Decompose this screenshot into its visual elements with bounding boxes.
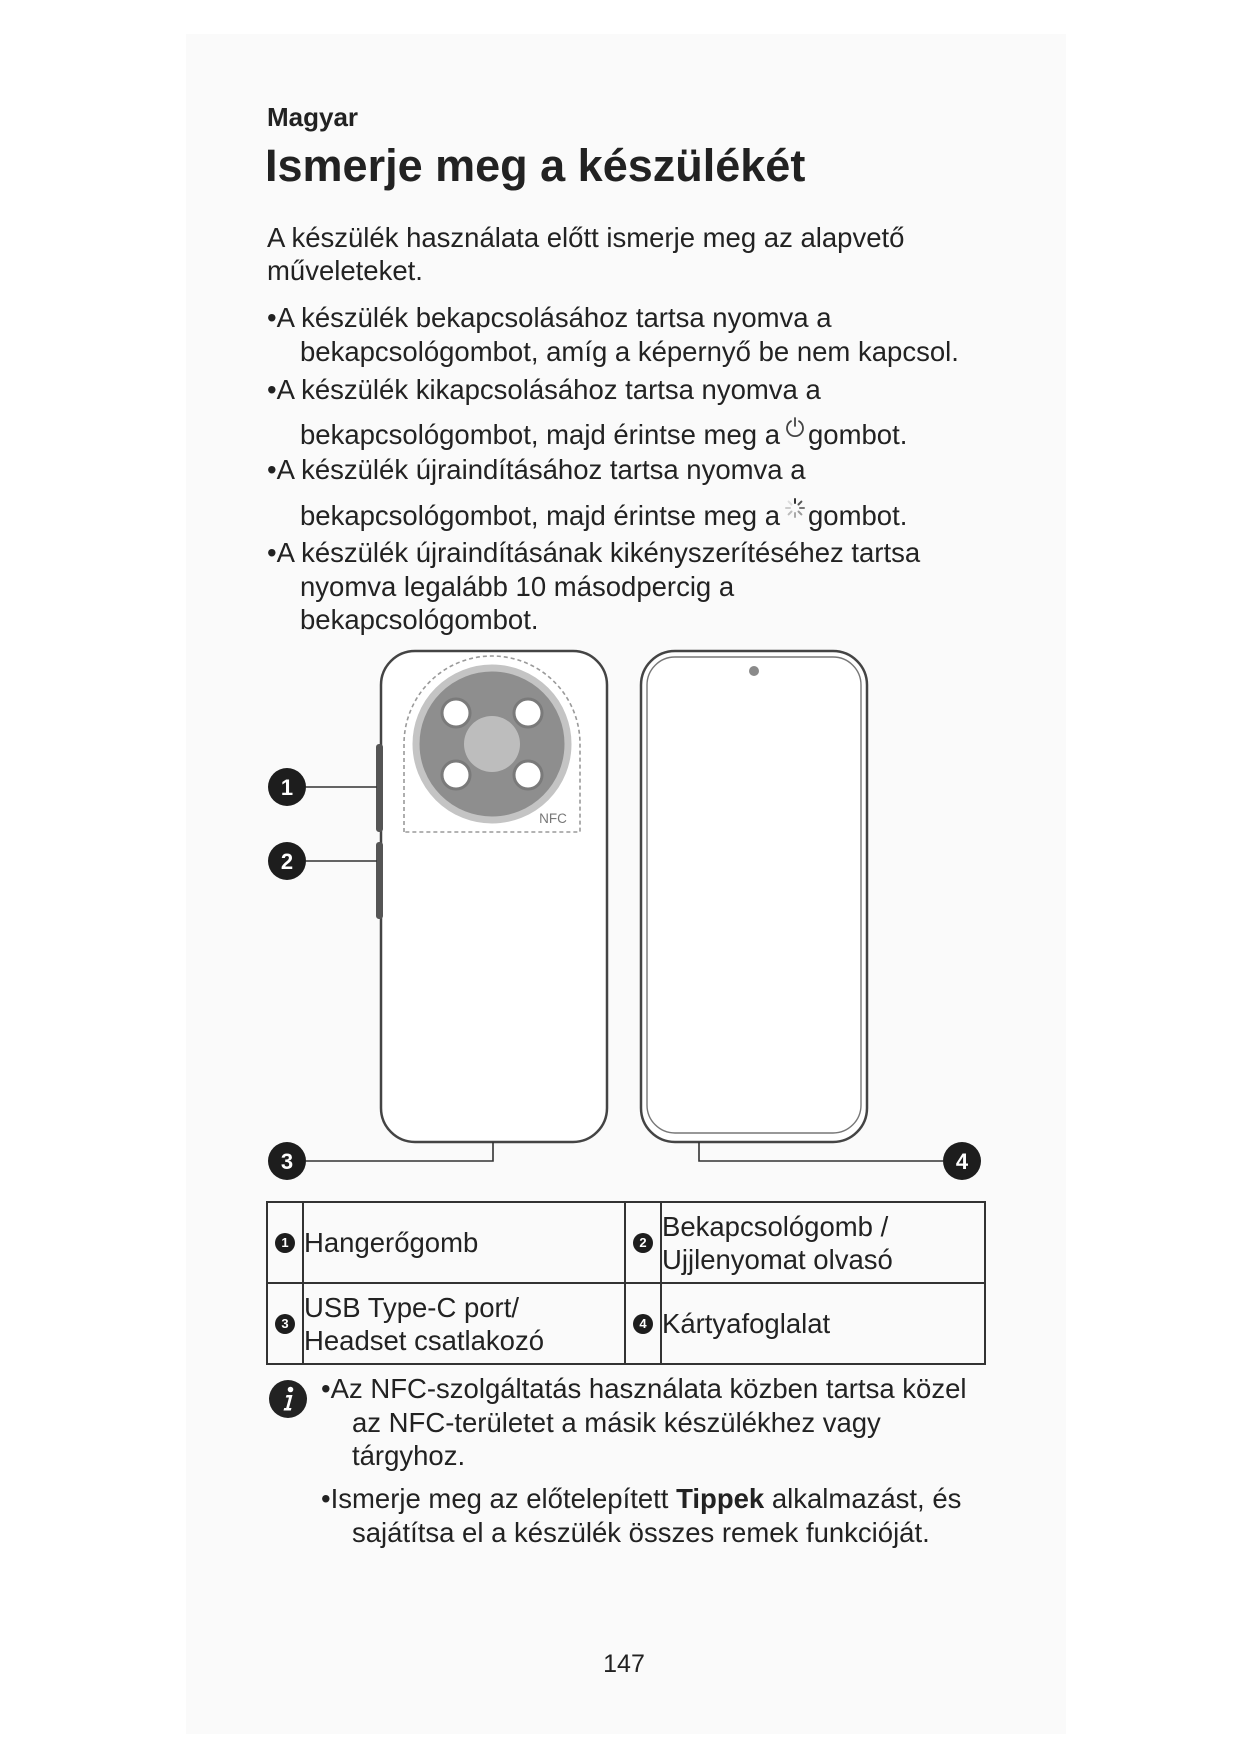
part-number-badge: 2 [633, 1233, 653, 1253]
table-cell-label [303, 1283, 625, 1364]
tippek-app-name: Tippek [676, 1483, 765, 1514]
table-cell-label [303, 1202, 625, 1283]
camera-center [464, 716, 520, 772]
camera-lens [514, 699, 542, 727]
note-2-line-1 [321, 1482, 961, 1516]
table-cell-number [267, 1283, 303, 1364]
callout-1-number: 1 [280, 775, 294, 800]
part-label: Bekapcsológomb / [662, 1210, 889, 1242]
table-cell-label [661, 1202, 985, 1283]
camera-lens [514, 761, 542, 789]
page-number: 147 [603, 1650, 645, 1678]
callout-2-number: 2 [280, 849, 294, 874]
intro-line-2: műveleteket. [267, 255, 423, 286]
table-cell-number [267, 1202, 303, 1283]
note-2-text-start: •Ismerje meg az előtelepített [321, 1483, 677, 1514]
table-cell-number [625, 1202, 661, 1283]
table-cell-number [625, 1283, 661, 1364]
bullet-4-line-2: nyomva legalább 10 másodpercig a [300, 571, 735, 602]
note-2-line-2: sajátítsa el a készülék összes remek funkcióját. [352, 1517, 930, 1548]
part-number-badge: 1 [275, 1233, 295, 1253]
callout-3-number: 3 [280, 1149, 294, 1174]
part-number-badge: 4 [633, 1314, 653, 1334]
volume-button [376, 744, 383, 832]
bullet-2-line-2 [300, 416, 907, 452]
section-language: Magyar [267, 102, 359, 132]
table-row [267, 1202, 985, 1283]
part-label: Kártyafoglalat [662, 1308, 831, 1339]
bullet-2-line-2-end: gombot. [808, 419, 908, 450]
bullet-2-line-2-text: bekapcsológombot, majd érintse meg a [300, 419, 780, 450]
bullet-2-line-1: •A készülék kikapcsolásához tartsa nyomva a [267, 374, 821, 405]
bullet-4-line-1: •A készülék újraindításának kikényszerítéséhez tartsa [267, 537, 921, 568]
bullet-1-line-1: •A készülék bekapcsolásához tartsa nyomva a [267, 302, 832, 333]
bullet-1-line-2: bekapcsológombot, amíg a képernyő be nem kapcsol. [300, 336, 959, 367]
note-1-line-1: •Az NFC-szolgáltatás használata közben tartsa közel [321, 1373, 967, 1404]
table-row [267, 1283, 985, 1364]
bullet-3-line-2-end: gombot. [808, 500, 908, 531]
front-camera [749, 666, 759, 676]
callout-4-number: 4 [955, 1149, 969, 1174]
bullet-3-line-1: •A készülék újraindításához tartsa nyomva a [267, 454, 806, 485]
power-icon [784, 416, 806, 438]
camera-lens [442, 761, 470, 789]
part-label: Hangerőgomb [304, 1227, 479, 1258]
part-label: Headset csatlakozó [304, 1324, 544, 1356]
camera-lens [442, 699, 470, 727]
note-1-line-3: tárgyhoz. [352, 1440, 466, 1471]
table-cell-label [661, 1283, 985, 1364]
restart-icon [784, 497, 806, 519]
device-diagram [250, 640, 990, 1185]
page-title: Ismerje meg a készülékét [265, 140, 806, 191]
note-1-line-2: az NFC-területet a másik készülékhez vagy [352, 1407, 881, 1438]
bullet-4-line-3: bekapcsológombot. [300, 604, 539, 635]
intro-line-1: A készülék használata előtt ismerje meg az alapvető [267, 222, 905, 253]
phone-front [641, 651, 867, 1142]
part-number-badge: 3 [275, 1314, 295, 1334]
part-label: USB Type-C port/ [304, 1291, 519, 1323]
power-button [376, 842, 383, 919]
note-2-text-end: alkalmazást, és [764, 1483, 962, 1514]
info-icon [268, 1379, 308, 1419]
callout-3-line [306, 1142, 493, 1161]
bullet-3-line-2 [300, 497, 907, 533]
callout-4-line [699, 1142, 943, 1161]
part-label: Ujjlenyomat olvasó [662, 1243, 893, 1275]
nfc-label: NFC [539, 811, 567, 826]
parts-table [266, 1201, 986, 1365]
bullet-3-line-2-text: bekapcsológombot, majd érintse meg a [300, 500, 780, 531]
